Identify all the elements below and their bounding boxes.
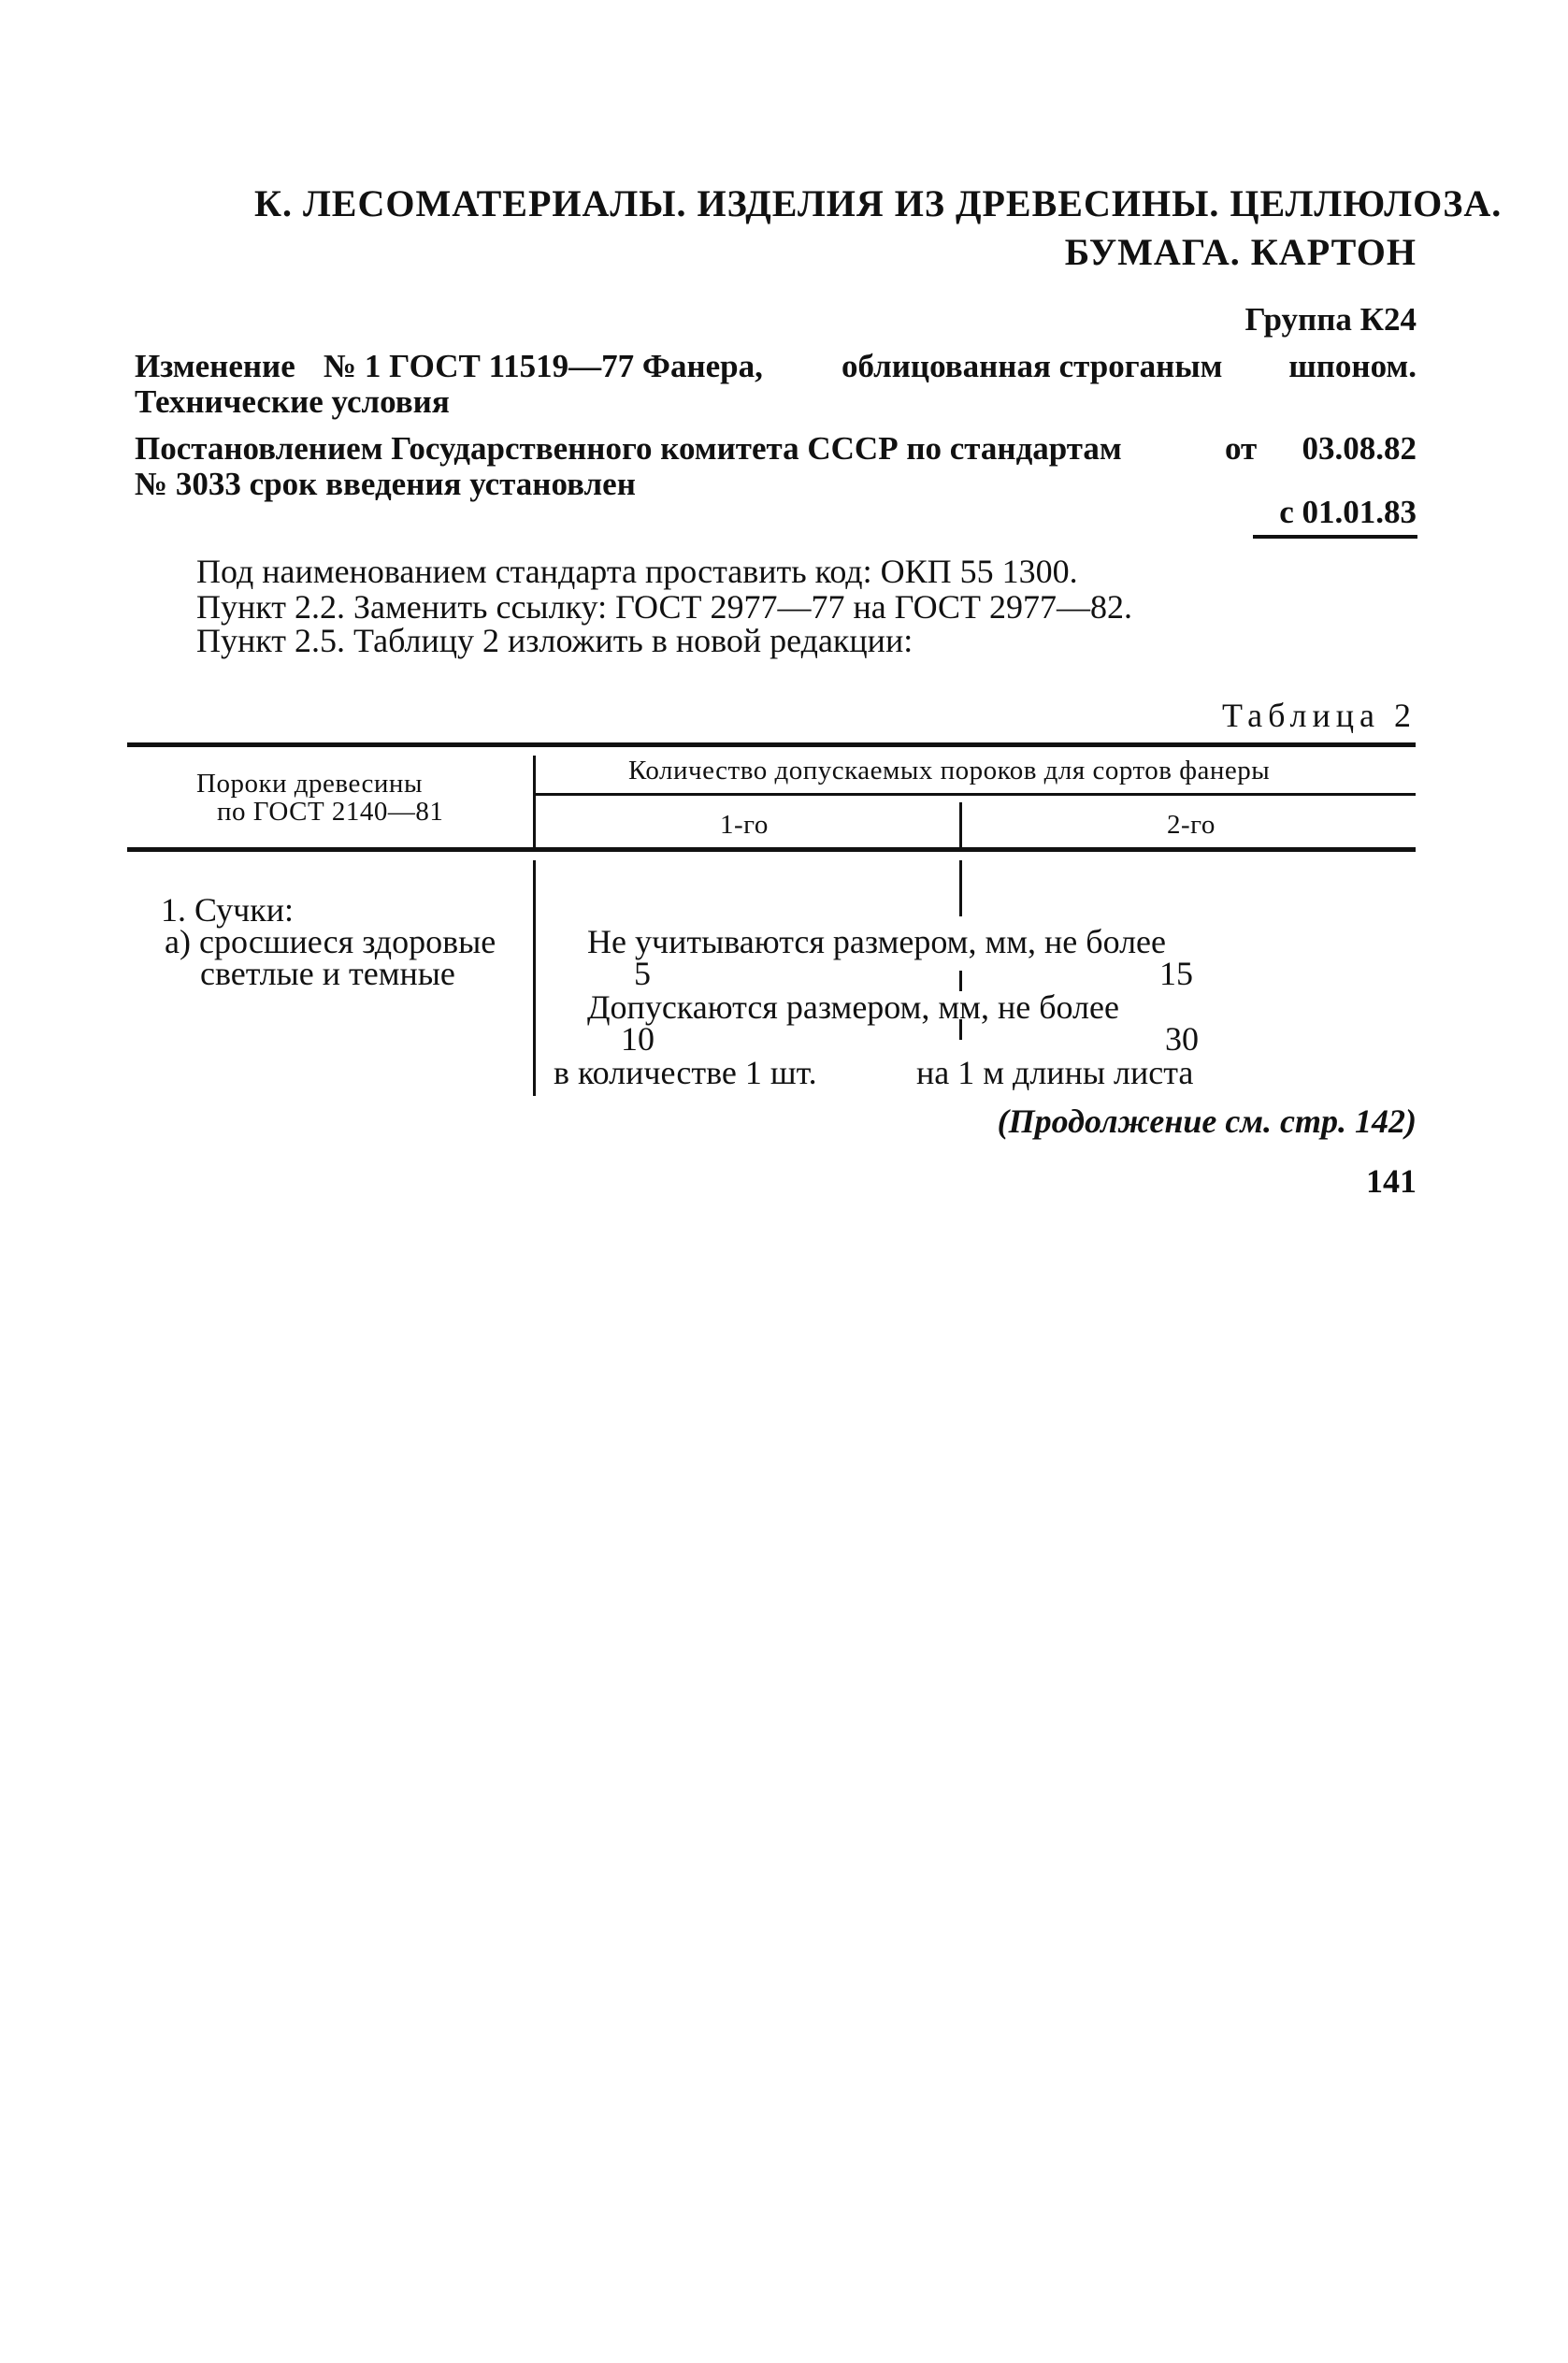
effective-date-underline	[1253, 535, 1417, 539]
decree-from: от	[1225, 430, 1258, 467]
title-line-1: К. ЛЕСОМАТЕРИАЛЫ. ИЗДЕЛИЯ ИЗ ДРЕВЕСИНЫ. ЦЕЛЛЮЛОЗА.	[254, 182, 1503, 224]
row-label-intergrown: а) сросшиеся здоровые	[165, 923, 496, 960]
paragraph-point-2-5: Пункт 2.5. Таблицу 2 изложить в новой редакции:	[196, 622, 913, 659]
table-header-bottom-rule	[127, 847, 1416, 852]
col1-header-line-1: Пороки древесины	[196, 769, 423, 799]
decree-text: Постановлением Государственного комитета СССР по стандартам	[135, 430, 1122, 467]
effective-date: с 01.01.83	[1279, 494, 1417, 530]
quantity-note: в количестве 1 шт.	[554, 1054, 817, 1091]
group-code: Группа К24	[1244, 301, 1417, 338]
value-second-grade-1: 15	[1159, 955, 1193, 992]
col3-header: 2-го	[1167, 810, 1216, 840]
group-header: Количество допускаемых пороков для сортов фанеры	[628, 756, 1271, 785]
amendment-subject-end: шпоном.	[1288, 348, 1417, 384]
value-second-grade-2: 30	[1165, 1020, 1199, 1058]
decree-date: 03.08.82	[1302, 430, 1417, 467]
title-line-2: БУМАГА. КАРТОН	[1064, 231, 1417, 273]
table-group-header-rule	[535, 793, 1416, 796]
amendment-number: № 1 ГОСТ 11519—77 Фанера,	[324, 348, 763, 384]
length-note: на 1 м длины листа	[916, 1054, 1194, 1091]
paragraph-point-2-2: Пункт 2.2. Заменить ссылку: ГОСТ 2977—77 на ГОСТ 2977—82.	[196, 588, 1133, 626]
col1-header-line-2: по ГОСТ 2140—81	[217, 797, 444, 827]
amendment-subject: облицованная строганым	[842, 348, 1223, 384]
value-first-grade-1: 5	[634, 955, 651, 992]
table-caption: Таблица 2	[1222, 697, 1417, 734]
row-label-knots: 1. Сучки:	[161, 891, 294, 929]
table-body-tick-1	[959, 860, 962, 916]
row-label-light-dark: светлые и темные	[200, 955, 455, 992]
col2-header: 1-го	[720, 810, 769, 840]
spanning-not-counted: Не учитываются размером, мм, не более	[587, 923, 1167, 960]
table-header-divider-mid	[959, 802, 962, 847]
continuation-note: (Продолжение см. стр. 142)	[997, 1102, 1417, 1140]
table-body-divider-left	[533, 860, 536, 1096]
value-first-grade-2: 10	[621, 1020, 655, 1058]
spanning-allowed: Допускаются размером, мм, не более	[587, 988, 1119, 1026]
table-top-rule	[127, 742, 1416, 747]
paragraph-okp-code: Под наименованием стандарта проставить код: ОКП 55 1300.	[196, 553, 1078, 590]
amendment-subtitle: Технические условия	[135, 383, 450, 420]
table-header-divider-left	[533, 756, 536, 849]
decree-number: № 3033 срок введения установлен	[135, 466, 636, 502]
page-number: 141	[1366, 1162, 1417, 1200]
amendment-label: Изменение	[135, 348, 295, 384]
